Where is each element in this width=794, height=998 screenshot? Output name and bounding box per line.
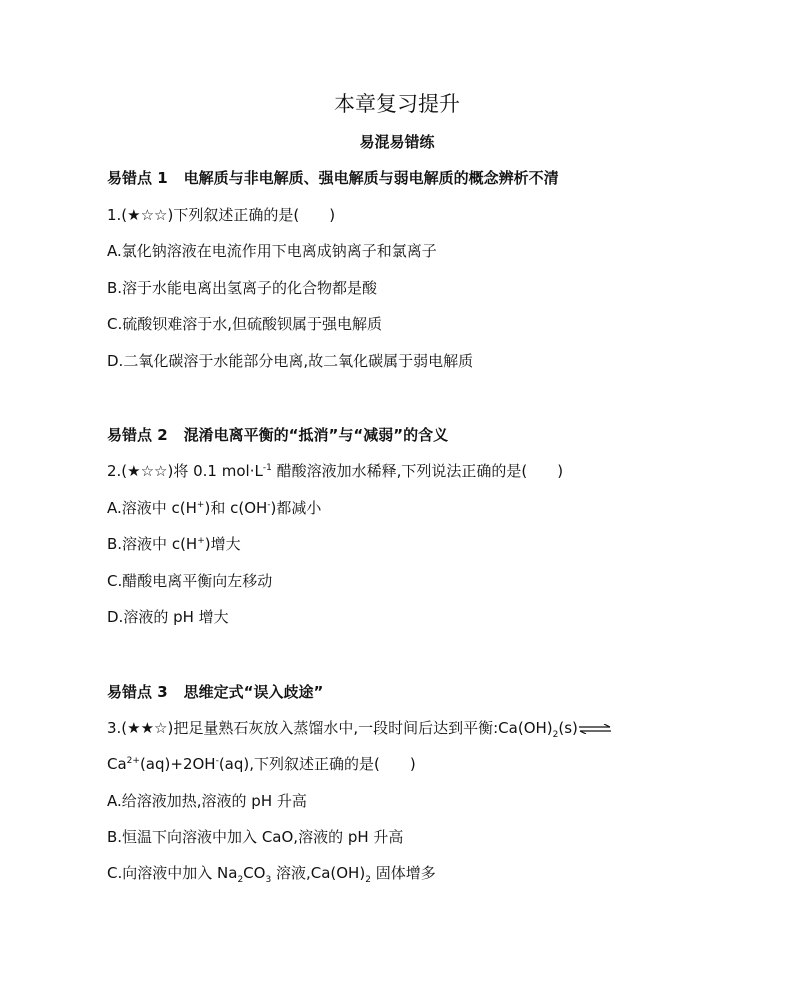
option-c-sub3: 2	[365, 875, 371, 885]
question-3-sub: 2	[552, 730, 559, 740]
section-3-label: 易错点 3	[107, 683, 168, 701]
question-2-option-b	[107, 533, 241, 554]
option-b-part: B.溶液中 c(H	[107, 535, 198, 553]
question-2-sup: -1	[262, 463, 272, 473]
section-1-heading	[107, 167, 559, 188]
question-3-tail-2: (aq),下列叙述正确的是( )	[218, 755, 416, 773]
option-a-mid: )和 c(OH	[204, 499, 268, 517]
question-3-option-b: B.恒温下向溶液中加入 CaO,溶液的 pH 升高	[107, 828, 404, 846]
option-b-sup: +	[197, 536, 205, 546]
option-a-sup2: -	[267, 500, 271, 510]
page-subtitle: 易混易错练	[359, 133, 435, 151]
question-3-option-a: A.给溶液加热,溶液的 pH 升高	[107, 792, 307, 810]
question-3-line-2	[107, 753, 416, 774]
question-1: 1.(★☆☆)下列叙述正确的是( )	[107, 206, 336, 224]
question-3-tail: (s)	[558, 719, 578, 737]
question-3-ca-charge: 2+	[126, 756, 140, 766]
page-title: 本章复习提升	[334, 92, 460, 116]
option-a-sup: +	[196, 500, 205, 510]
question-1-option-a: A.氯化钠溶液在电流作用下电离成钠离子和氯离子	[107, 242, 437, 260]
option-c-post: 固体增多	[370, 864, 436, 882]
question-2-option-a	[107, 497, 321, 518]
section-3-title: 思维定式“误入歧途”	[183, 683, 324, 701]
question-2-option-c: C.醋酸电离平衡向左移动	[107, 572, 273, 590]
question-3-oh-charge: -	[215, 756, 219, 766]
option-c-sub1: 2	[237, 875, 244, 885]
question-3-line-1	[107, 717, 612, 740]
option-b-post: )增大	[204, 535, 241, 553]
option-a-part: A.溶液中 c(H	[107, 499, 197, 517]
question-3-option-c	[107, 862, 436, 885]
section-2-title: 混淆电离平衡的“抵消”与“减弱”的含义	[183, 426, 449, 444]
question-2-prefix: 2.(★☆☆)将 0.1 mol·L	[107, 462, 263, 480]
question-2	[107, 460, 563, 481]
option-c-mid2: 溶液,Ca(OH)	[271, 864, 366, 882]
section-1-title: 电解质与非电解质、强电解质与弱电解质的概念辨析不清	[183, 169, 559, 187]
option-c-pre: C.向溶液中加入 Na	[107, 864, 238, 882]
option-a-post: )都减小	[270, 499, 322, 517]
question-3-oh: (aq)+2OH	[139, 755, 216, 773]
question-3-ca: Ca	[107, 755, 127, 773]
section-2-heading	[107, 424, 448, 445]
section-1-label: 易错点 1	[107, 169, 168, 187]
question-3-text: 3.(★★☆)把足量熟石灰放入蒸馏水中,一段时间后达到平衡:Ca(OH)	[107, 719, 553, 737]
question-2-option-d: D.溶液的 pH 增大	[107, 608, 229, 626]
question-1-option-d: D.二氧化碳溶于水能部分电离,故二氧化碳属于弱电解质	[107, 352, 474, 370]
question-1-option-b: B.溶于水能电离出氢离子的化合物都是酸	[107, 279, 378, 297]
equilibrium-arrow-icon	[578, 724, 612, 734]
section-3-heading	[107, 681, 323, 702]
option-c-mid: CO	[243, 864, 266, 882]
question-2-suffix: 醋酸溶液加水稀释,下列说法正确的是( )	[271, 462, 564, 480]
question-1-option-c: C.硫酸钡难溶于水,但硫酸钡属于强电解质	[107, 315, 383, 333]
section-2-label: 易错点 2	[107, 426, 168, 444]
option-c-sub2: 3	[265, 875, 272, 885]
